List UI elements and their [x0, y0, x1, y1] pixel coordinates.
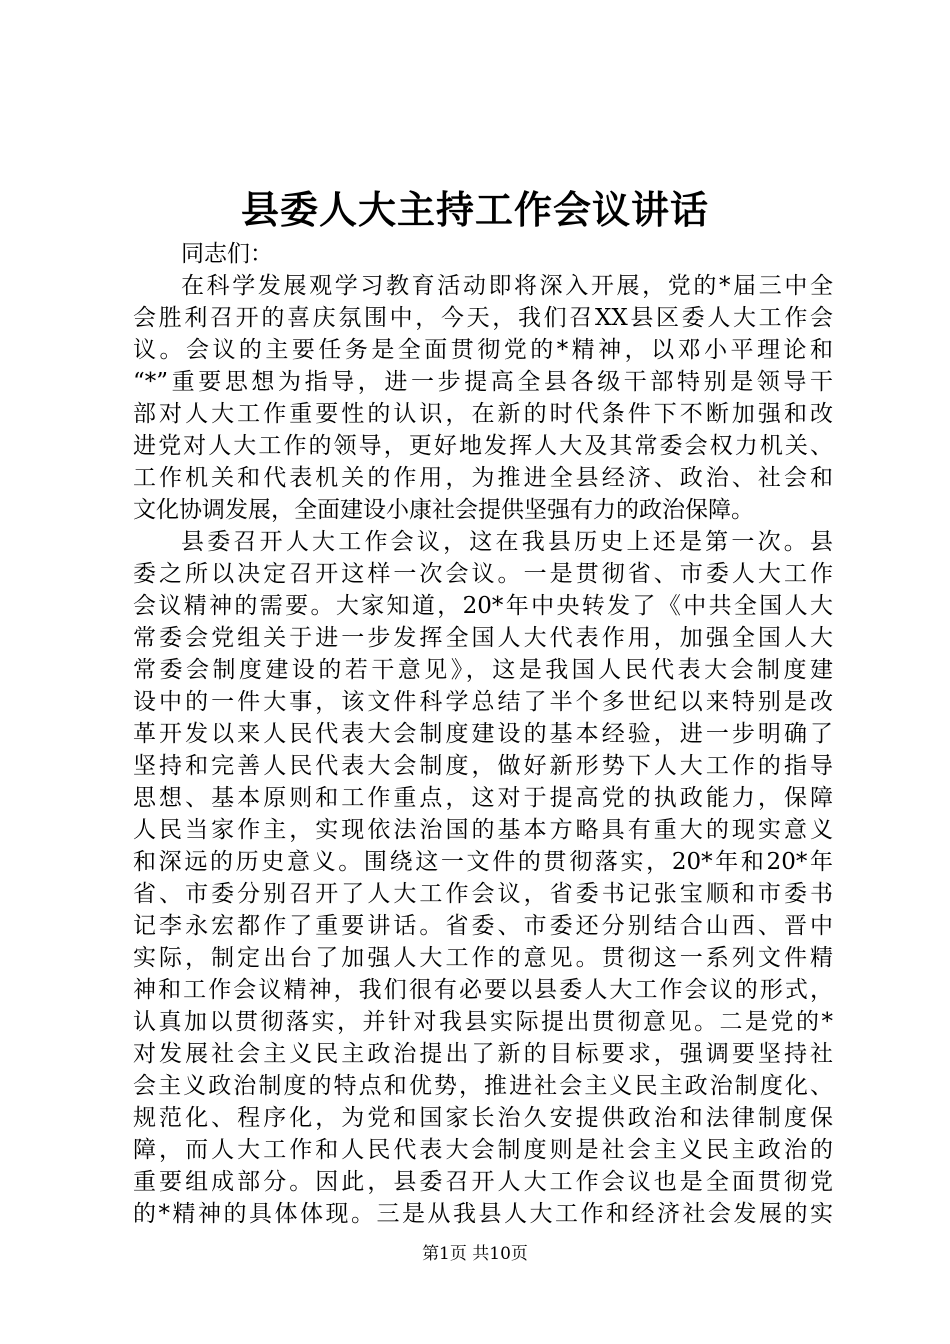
text-line: 和深远的历史意义。围绕这一文件的贯彻落实，20*年和20*年 [133, 849, 833, 875]
text-line: 议。会议的主要任务是全面贯彻党的*精神，以邓小平理论和 [133, 337, 833, 363]
text-line: 革开发以来人民代表大会制度建设的基本经验，进一步明确了 [133, 721, 833, 747]
text-line: 规范化、程序化，为党和国家长治久安提供政治和法律制度保 [133, 1105, 833, 1131]
text-line: 部对人大工作重要性的认识，在新的时代条件下不断加强和改 [133, 401, 833, 427]
text-line: “*”重要思想为指导，进一步提高全县各级干部特别是领导干 [133, 369, 833, 395]
text-line: 设中的一件大事，该文件科学总结了半个多世纪以来特别是改 [133, 689, 833, 715]
text-line: 常委会制度建设的若干意见》，这是我国人民代表大会制度建 [133, 657, 833, 683]
text-line: 会主义政治制度的特点和优势，推进社会主义民主政治制度化、 [133, 1073, 833, 1099]
text-line: 同志们： [181, 241, 273, 267]
document-body [133, 238, 833, 1230]
text-line: 在科学发展观学习教育活动即将深入开展，党的*届三中全 [181, 273, 833, 299]
text-line: 重要组成部分。因此，县委召开人大工作会议也是全面贯彻党 [133, 1169, 833, 1195]
page-number: 第1页 共10页 [422, 1244, 528, 1264]
text-line: 省、市委分别召开了人大工作会议，省委书记张宝顺和市委书 [133, 881, 833, 907]
text-line: 对发展社会主义民主政治提出了新的目标要求，强调要坚持社 [133, 1041, 833, 1067]
text-line: 进党对人大工作的领导，更好地发挥人大及其常委会权力机关、 [133, 433, 833, 459]
text-line: 思想、基本原则和工作重点，这对于提高党的执政能力，保障 [133, 785, 833, 811]
document-title: 县委人大主持工作会议讲话 [240, 187, 709, 232]
text-line: 工作机关和代表机关的作用，为推进全县经济、政治、社会和 [133, 465, 833, 491]
text-line: 神和工作会议精神，我们很有必要以县委人大工作会议的形式， [133, 977, 833, 1003]
text-line: 障，而人大工作和人民代表大会制度则是社会主义民主政治的 [133, 1137, 833, 1163]
text-line: 记李永宏都作了重要讲话。省委、市委还分别结合山西、晋中 [133, 913, 833, 939]
text-line: 坚持和完善人民代表大会制度，做好新形势下人大工作的指导 [133, 753, 833, 779]
text-line: 委之所以决定召开这样一次会议。一是贯彻省、市委人大工作 [133, 561, 833, 587]
text-line: 实际，制定出台了加强人大工作的意见。贯彻这一系列文件精 [133, 945, 833, 971]
text-line: 会议精神的需要。大家知道，20*年中央转发了《中共全国人大 [133, 593, 833, 619]
text-line: 的*精神的具体体现。三是从我县人大工作和经济社会发展的实 [133, 1201, 833, 1227]
text-line: 文化协调发展，全面建设小康社会提供坚强有力的政治保障。 [133, 497, 754, 523]
text-line: 人民当家作主，实现依法治国的基本方略具有重大的现实意义 [133, 817, 833, 843]
text-line: 县委召开人大工作会议，这在我县历史上还是第一次。县 [181, 529, 833, 555]
text-line: 常委会党组关于进一步发挥全国人大代表作用，加强全国人大 [133, 625, 833, 651]
text-line: 会胜利召开的喜庆氛围中，今天，我们召XX县区委人大工作会 [133, 305, 833, 331]
text-line: 认真加以贯彻落实，并针对我县实际提出贯彻意见。二是党的* [133, 1009, 833, 1035]
